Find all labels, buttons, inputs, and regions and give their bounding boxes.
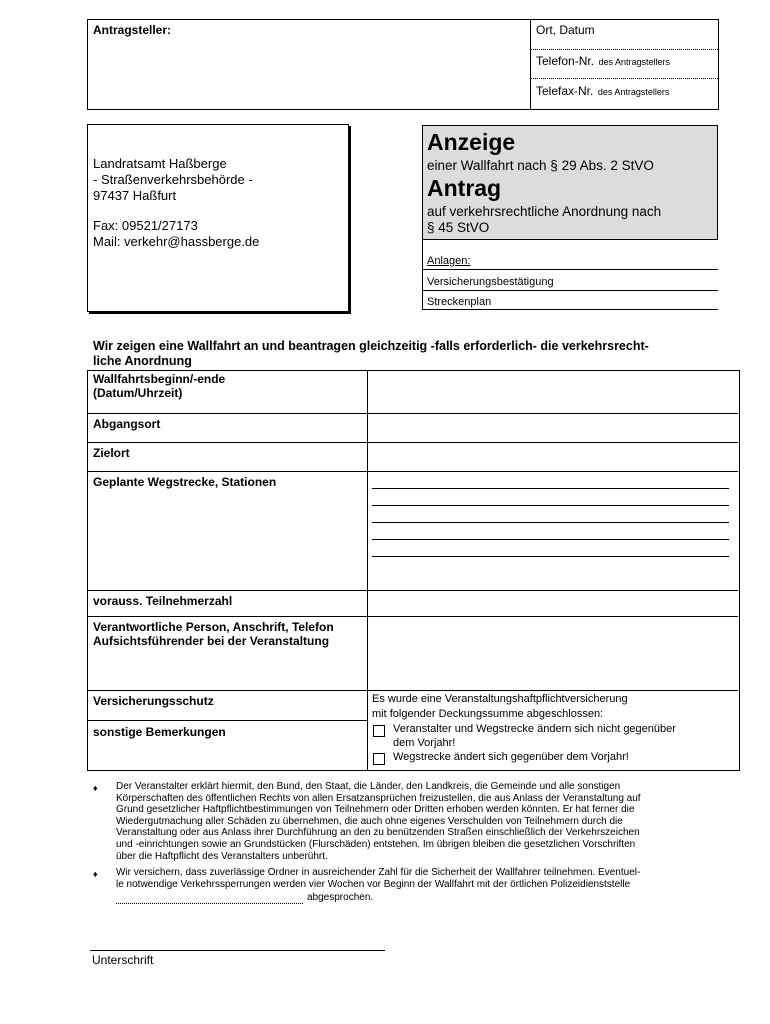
table-row-line xyxy=(88,690,738,691)
table-row-line xyxy=(88,720,368,721)
row-label-route: Geplante Wegstrecke, Stationen xyxy=(93,475,277,489)
address-line-3: 97437 Haßfurt xyxy=(93,188,177,203)
attachments-border-left xyxy=(422,238,423,310)
option-no-change-line-1: Veranstalter und Wegstrecke ändern sich nicht gegenüber xyxy=(393,723,676,735)
title-anzeige: Anzeige xyxy=(427,129,516,155)
declaration-agreed: abgesprochen. xyxy=(307,892,374,903)
route-line xyxy=(372,539,729,540)
input-participants[interactable] xyxy=(369,591,737,615)
declaration-marshals: Wir versichern, dass zuverlässige Ordner in ausreichender Zahl für die Sicherheit der Wallfahrer teilnehmen. Eventuel- le notwendige Verkehrssperrungen werden vier Wochen vor Beginn der Wallfahrt mit der örtlichen Polizeidienststelle xyxy=(116,867,641,890)
attachments-line-1 xyxy=(423,269,718,270)
route-line xyxy=(372,505,729,506)
title-anzeige-sub: einer Wallfahrt nach § 29 Abs. 2 StVO xyxy=(427,158,654,173)
attachments-line-2 xyxy=(423,290,718,291)
row-label-start-end: Wallfahrtsbeginn/-ende (Datum/Uhrzeit) xyxy=(93,372,226,400)
bullet-icon: ♦ xyxy=(93,869,98,879)
address-block xyxy=(93,156,259,250)
phone-label xyxy=(536,52,670,70)
applicant-label: Antragsteller: xyxy=(93,23,172,37)
phone-label-main: Telefon-Nr. xyxy=(536,54,595,68)
phone-label-sub: des Antragstellers xyxy=(598,57,671,67)
attachments-label: Anlagen: xyxy=(427,255,471,267)
route-line xyxy=(372,522,729,523)
address-line-1: Landratsamt Haßberge xyxy=(93,156,227,171)
option-no-change-line-2: dem Vorjahr! xyxy=(393,737,456,749)
intro-line-1: Wir zeigen eine Wallfahrt an und beantragen gleichzeitig -falls erforderlich- die verkehrsrecht- xyxy=(93,339,649,353)
option-route-changes: Wegstrecke ändert sich gegenüber dem Vorjahr! xyxy=(393,751,629,763)
row-label-destination: Zielort xyxy=(93,446,130,460)
place-date-label: Ort, Datum xyxy=(536,23,595,37)
title-antrag-sub-1: auf verkehrsrechtliche Anordnung nach xyxy=(427,204,662,219)
intro-text xyxy=(93,339,649,369)
fax-label-main: Telefax-Nr. xyxy=(536,84,594,98)
row-label-insurance: Versicherungsschutz xyxy=(93,694,214,708)
address-fax: Fax: 09521/27173 xyxy=(93,218,198,233)
input-start-end[interactable] xyxy=(369,371,737,412)
phone-underline xyxy=(531,78,718,79)
title-antrag: Antrag xyxy=(427,175,502,201)
row-label-responsible: Verantwortliche Person, Anschrift, Telefon Aufsichtsführender bei der Veranstaltung xyxy=(93,620,334,648)
applicant-divider xyxy=(530,19,531,109)
option-no-change xyxy=(393,722,676,750)
route-line xyxy=(372,556,729,557)
signature-label: Unterschrift xyxy=(92,953,154,967)
attachment-item-2: Streckenplan xyxy=(427,296,492,308)
insurance-line-2: mit folgender Deckungssumme abgeschlossen: xyxy=(372,708,604,720)
signature-line[interactable] xyxy=(90,950,385,951)
intro-line-2: liche Anordnung xyxy=(93,354,192,368)
table-column-divider xyxy=(367,370,368,770)
checkbox-no-change[interactable] xyxy=(373,725,385,737)
row-label-origin: Abgangsort xyxy=(93,417,161,431)
declaration-liability: Der Veranstalter erklärt hiermit, den Bund, den Staat, die Länder, den Landkreis, die Gemeinde und alle sonstigen Körperschaften des öffentlichen Rechts von allen Ersatzansprüchen freizustellen, die aus Anlass der Veranstaltung auf Grund gesetzlicher Haftpflichtbestimmungen von Teilnehmern oder Dritten erhoben werden könnten. Er hat ferner die Wiedergutmachung aller Schäden zu übernehmen, die auch ohne eigenes Verschulden von Teilnehmern durch die Veranstaltung oder aus Anlass ihrer Durchführung an den zu benützenden Straßen einschließlich der Verkehrszeichen und -einrichtungen sowie an Grundstücken (Flurschäden) entstehen. Im übrigen bleiben die gesetzlichen Vorschriften über die Haftpflicht des Veranstalters unberührt. xyxy=(116,781,641,862)
insurance-text xyxy=(372,692,628,722)
attachments-line-3 xyxy=(423,309,718,310)
place-date-underline xyxy=(531,49,718,50)
checkbox-route-changes[interactable] xyxy=(373,753,385,765)
row-label-remarks: sonstige Bemerkungen xyxy=(93,725,226,739)
address-mail: Mail: verkehr@hassberge.de xyxy=(93,234,260,249)
fax-label-sub: des Antragstellers xyxy=(597,87,670,97)
input-destination[interactable] xyxy=(369,443,737,470)
input-responsible[interactable] xyxy=(369,617,737,689)
insurance-line-1: Es wurde eine Veranstaltungshaftpflichtversicherung xyxy=(372,693,628,705)
input-origin[interactable] xyxy=(369,414,737,441)
police-station-blank[interactable] xyxy=(116,903,303,904)
row-label-participants: vorauss. Teilnehmerzahl xyxy=(93,594,233,608)
address-line-2: - Straßenverkehrsbehörde - xyxy=(93,172,253,187)
fax-label xyxy=(536,82,669,100)
input-route[interactable] xyxy=(369,472,737,589)
title-antrag-sub-2: § 45 StVO xyxy=(427,220,490,235)
attachment-item-1: Versicherungsbestätigung xyxy=(427,276,554,288)
route-line xyxy=(372,488,729,489)
bullet-icon: ♦ xyxy=(93,783,98,793)
